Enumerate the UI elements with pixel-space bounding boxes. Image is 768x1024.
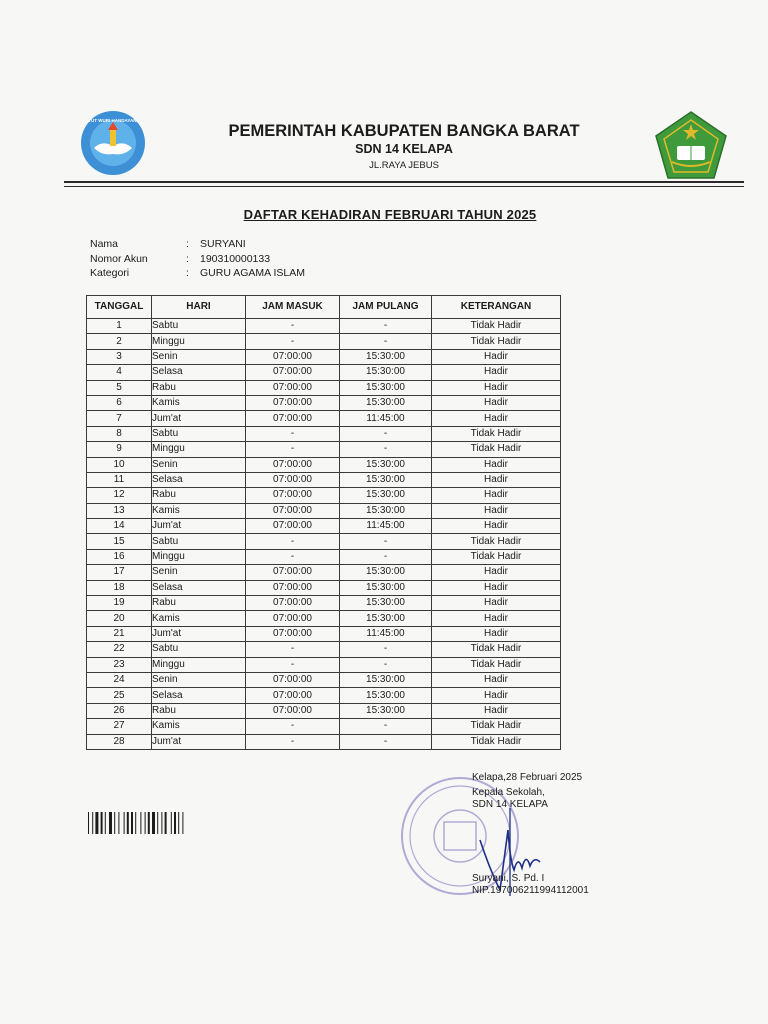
info-row <box>90 253 305 268</box>
school-name: SDN 14 KELAPA <box>355 142 453 156</box>
cell-tanggal: 11 <box>87 472 152 487</box>
cell-hari: Kamis <box>152 719 246 734</box>
cell-tanggal: 21 <box>87 626 152 641</box>
cell-jam-pulang: 15:30:00 <box>340 395 432 410</box>
cell-hari: Jum'at <box>152 626 246 641</box>
cell-tanggal: 8 <box>87 426 152 441</box>
cell-keterangan: Hadir <box>432 611 561 626</box>
cell-hari: Rabu <box>152 380 246 395</box>
cell-jam-masuk: 07:00:00 <box>246 411 340 426</box>
cell-tanggal: 12 <box>87 488 152 503</box>
cell-hari: Minggu <box>152 549 246 564</box>
signature-school: SDN 14 KELAPA <box>472 799 548 810</box>
cell-jam-masuk: 07:00:00 <box>246 457 340 472</box>
left-logo-text: TUT WURI HANDAYANI <box>88 118 138 123</box>
table-row <box>87 488 561 503</box>
cell-keterangan: Hadir <box>432 672 561 687</box>
cell-jam-masuk: 07:00:00 <box>246 626 340 641</box>
cell-tanggal: 20 <box>87 611 152 626</box>
cell-hari: Senin <box>152 565 246 580</box>
cell-tanggal: 28 <box>87 734 152 749</box>
table-row <box>87 672 561 687</box>
cell-tanggal: 13 <box>87 503 152 518</box>
cell-hari: Sabtu <box>152 319 246 334</box>
cell-jam-pulang: 15:30:00 <box>340 703 432 718</box>
cell-keterangan: Hadir <box>432 411 561 426</box>
cell-hari: Rabu <box>152 488 246 503</box>
table-row <box>87 734 561 749</box>
cell-keterangan: Hadir <box>432 380 561 395</box>
info-value: GURU AGAMA ISLAM <box>200 267 306 279</box>
cell-jam-masuk: 07:00:00 <box>246 611 340 626</box>
cell-jam-pulang: - <box>340 334 432 349</box>
cell-tanggal: 6 <box>87 395 152 410</box>
cell-jam-pulang: 15:30:00 <box>340 472 432 487</box>
table-row <box>87 411 561 426</box>
table-row <box>87 565 561 580</box>
cell-jam-masuk: 07:00:00 <box>246 349 340 364</box>
cell-tanggal: 17 <box>87 565 152 580</box>
signature-place-date: Kelapa,28 Februari 2025 <box>472 772 583 783</box>
table-row <box>87 657 561 672</box>
cell-keterangan: Tidak Hadir <box>432 319 561 334</box>
cell-jam-masuk: - <box>246 334 340 349</box>
cell-hari: Rabu <box>152 703 246 718</box>
cell-hari: Selasa <box>152 688 246 703</box>
info-separator: : <box>186 267 189 279</box>
cell-keterangan: Hadir <box>432 596 561 611</box>
cell-jam-pulang: 11:45:00 <box>340 626 432 641</box>
cell-hari: Sabtu <box>152 534 246 549</box>
info-label: Nomor Akun <box>90 252 148 265</box>
cell-hari: Senin <box>152 457 246 472</box>
table-row <box>87 611 561 626</box>
school-address: JL.RAYA JEBUS <box>369 160 439 171</box>
kemenag-logo <box>654 110 728 180</box>
cell-jam-masuk: - <box>246 734 340 749</box>
table-row <box>87 596 561 611</box>
table-row <box>87 549 561 564</box>
cell-hari: Selasa <box>152 365 246 380</box>
cell-jam-masuk: - <box>246 319 340 334</box>
cell-keterangan: Tidak Hadir <box>432 334 561 349</box>
cell-jam-pulang: 15:30:00 <box>340 565 432 580</box>
cell-tanggal: 4 <box>87 365 152 380</box>
column-header-tanggal: TANGGAL <box>87 296 152 319</box>
table-row <box>87 457 561 472</box>
column-header-hari: HARI <box>152 296 246 319</box>
cell-jam-masuk: 07:00:00 <box>246 365 340 380</box>
cell-jam-pulang: - <box>340 534 432 549</box>
cell-jam-pulang: 15:30:00 <box>340 365 432 380</box>
cell-keterangan: Hadir <box>432 703 561 718</box>
cell-jam-pulang: - <box>340 657 432 672</box>
cell-keterangan: Hadir <box>432 349 561 364</box>
cell-jam-pulang: - <box>340 734 432 749</box>
column-header-jam-masuk: JAM MASUK <box>246 296 340 319</box>
cell-hari: Selasa <box>152 580 246 595</box>
cell-keterangan: Tidak Hadir <box>432 642 561 657</box>
table-row <box>87 503 561 518</box>
cell-hari: Rabu <box>152 596 246 611</box>
table-row <box>87 395 561 410</box>
table-row <box>87 426 561 441</box>
cell-jam-masuk: 07:00:00 <box>246 565 340 580</box>
document-title: DAFTAR KEHADIRAN FEBRUARI TAHUN 2025 <box>243 207 537 222</box>
cell-hari: Jum'at <box>152 519 246 534</box>
cell-jam-pulang: - <box>340 642 432 657</box>
cell-tanggal: 3 <box>87 349 152 364</box>
cell-tanggal: 2 <box>87 334 152 349</box>
table-row <box>87 319 561 334</box>
cell-jam-masuk: 07:00:00 <box>246 688 340 703</box>
cell-jam-masuk: - <box>246 426 340 441</box>
cell-tanggal: 19 <box>87 596 152 611</box>
info-row <box>90 267 305 282</box>
cell-keterangan: Tidak Hadir <box>432 426 561 441</box>
table-row <box>87 519 561 534</box>
table-row <box>87 703 561 718</box>
attendance-table <box>86 295 561 750</box>
cell-tanggal: 22 <box>87 642 152 657</box>
cell-jam-pulang: 11:45:00 <box>340 411 432 426</box>
table-row <box>87 365 561 380</box>
signature-nip: NIP.197006211994112001 <box>472 885 589 896</box>
cell-tanggal: 10 <box>87 457 152 472</box>
cell-tanggal: 26 <box>87 703 152 718</box>
cell-hari: Jum'at <box>152 734 246 749</box>
cell-jam-pulang: 15:30:00 <box>340 672 432 687</box>
cell-tanggal: 1 <box>87 319 152 334</box>
cell-hari: Kamis <box>152 503 246 518</box>
cell-jam-masuk: - <box>246 442 340 457</box>
cell-jam-pulang: 15:30:00 <box>340 488 432 503</box>
table-row <box>87 626 561 641</box>
cell-hari: Minggu <box>152 334 246 349</box>
cell-jam-masuk: - <box>246 642 340 657</box>
cell-tanggal: 7 <box>87 411 152 426</box>
cell-keterangan: Hadir <box>432 565 561 580</box>
cell-jam-masuk: - <box>246 657 340 672</box>
cell-keterangan: Tidak Hadir <box>432 657 561 672</box>
table-row <box>87 534 561 549</box>
info-value: 190310000133 <box>200 252 271 265</box>
cell-keterangan: Hadir <box>432 688 561 703</box>
cell-tanggal: 15 <box>87 534 152 549</box>
cell-keterangan: Hadir <box>432 472 561 487</box>
table-row <box>87 442 561 457</box>
cell-jam-masuk: 07:00:00 <box>246 703 340 718</box>
cell-jam-pulang: - <box>340 319 432 334</box>
cell-jam-pulang: - <box>340 426 432 441</box>
cell-tanggal: 16 <box>87 549 152 564</box>
cell-hari: Kamis <box>152 611 246 626</box>
cell-keterangan: Tidak Hadir <box>432 442 561 457</box>
cell-hari: Sabtu <box>152 642 246 657</box>
cell-jam-masuk: 07:00:00 <box>246 672 340 687</box>
cell-jam-pulang: - <box>340 719 432 734</box>
cell-jam-pulang: - <box>340 549 432 564</box>
cell-jam-pulang: 15:30:00 <box>340 349 432 364</box>
cell-hari: Minggu <box>152 657 246 672</box>
cell-jam-masuk: - <box>246 549 340 564</box>
header-rule-thick <box>64 181 744 183</box>
cell-jam-pulang: 15:30:00 <box>340 611 432 626</box>
table-row <box>87 334 561 349</box>
cell-keterangan: Hadir <box>432 580 561 595</box>
cell-hari: Jum'at <box>152 411 246 426</box>
column-header-jam-pulang: JAM PULANG <box>340 296 432 319</box>
cell-tanggal: 5 <box>87 380 152 395</box>
cell-hari: Senin <box>152 672 246 687</box>
column-header-keterangan: KETERANGAN <box>432 296 561 319</box>
header-rule-thin <box>64 186 744 187</box>
cell-jam-masuk: 07:00:00 <box>246 488 340 503</box>
cell-keterangan: Hadir <box>432 395 561 410</box>
cell-jam-masuk: 07:00:00 <box>246 503 340 518</box>
cell-keterangan: Hadir <box>432 457 561 472</box>
info-row <box>90 238 305 253</box>
government-name: PEMERINTAH KABUPATEN BANGKA BARAT <box>228 122 580 140</box>
cell-keterangan: Tidak Hadir <box>432 719 561 734</box>
cell-jam-pulang: 11:45:00 <box>340 519 432 534</box>
table-row <box>87 380 561 395</box>
cell-keterangan: Tidak Hadir <box>432 734 561 749</box>
barcode <box>88 812 210 834</box>
cell-jam-pulang: 15:30:00 <box>340 503 432 518</box>
cell-jam-masuk: 07:00:00 <box>246 395 340 410</box>
cell-hari: Kamis <box>152 395 246 410</box>
info-separator: : <box>186 252 189 265</box>
cell-tanggal: 9 <box>87 442 152 457</box>
signature-role: Kepala Sekolah, <box>472 787 545 798</box>
employee-info <box>90 238 305 282</box>
signature-name: Suryani, S. Pd. I <box>472 873 545 884</box>
cell-jam-masuk: - <box>246 534 340 549</box>
cell-tanggal: 18 <box>87 580 152 595</box>
cell-jam-pulang: 15:30:00 <box>340 457 432 472</box>
info-value: SURYANI <box>200 238 246 250</box>
cell-jam-pulang: - <box>340 442 432 457</box>
table-row <box>87 642 561 657</box>
cell-tanggal: 23 <box>87 657 152 672</box>
cell-hari: Senin <box>152 349 246 364</box>
cell-hari: Sabtu <box>152 426 246 441</box>
info-label: Nama <box>90 238 119 250</box>
cell-jam-masuk: 07:00:00 <box>246 580 340 595</box>
cell-tanggal: 25 <box>87 688 152 703</box>
cell-jam-masuk: 07:00:00 <box>246 519 340 534</box>
cell-keterangan: Hadir <box>432 365 561 380</box>
cell-tanggal: 14 <box>87 519 152 534</box>
cell-keterangan: Tidak Hadir <box>432 534 561 549</box>
table-row <box>87 688 561 703</box>
cell-keterangan: Hadir <box>432 503 561 518</box>
info-label: Kategori <box>90 267 130 279</box>
table-row <box>87 580 561 595</box>
cell-hari: Selasa <box>152 472 246 487</box>
cell-keterangan: Hadir <box>432 488 561 503</box>
tut-wuri-handayani-logo <box>80 110 146 176</box>
cell-keterangan: Hadir <box>432 519 561 534</box>
cell-jam-masuk: 07:00:00 <box>246 472 340 487</box>
table-header-row <box>87 296 561 319</box>
table-row <box>87 349 561 364</box>
table-row <box>87 719 561 734</box>
cell-hari: Minggu <box>152 442 246 457</box>
cell-jam-masuk: 07:00:00 <box>246 380 340 395</box>
cell-jam-pulang: 15:30:00 <box>340 380 432 395</box>
info-separator: : <box>186 238 189 250</box>
cell-jam-pulang: 15:30:00 <box>340 596 432 611</box>
cell-jam-pulang: 15:30:00 <box>340 580 432 595</box>
cell-tanggal: 24 <box>87 672 152 687</box>
cell-keterangan: Hadir <box>432 626 561 641</box>
cell-jam-masuk: - <box>246 719 340 734</box>
cell-tanggal: 27 <box>87 719 152 734</box>
table-row <box>87 472 561 487</box>
cell-jam-masuk: 07:00:00 <box>246 596 340 611</box>
cell-keterangan: Tidak Hadir <box>432 549 561 564</box>
cell-jam-pulang: 15:30:00 <box>340 688 432 703</box>
